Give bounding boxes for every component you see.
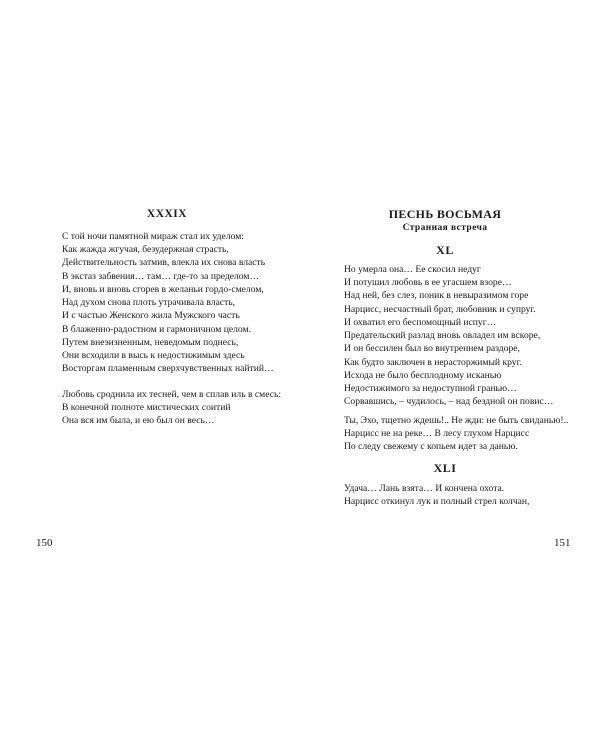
stanza [62,388,281,428]
verse-line: Нарцисс откинул лук и полный стрел колчан, [344,496,530,508]
verse-line: И охватил его беспомощный испуг… [344,317,497,328]
verse-line: Нарцисс не на реке… В лесу глухом Нарцисс [344,428,530,440]
verse-line: И с частью Женского жила Мужского часть [62,310,240,322]
verse-line: Удача… Лань взята… И кончена охота. [344,483,505,494]
song-title: ПЕСНЬ ВОСЬМАЯ [388,207,502,221]
stanza [62,230,265,283]
verse-line: В экстаз забвения… там… где-то за пределом… [62,270,260,282]
verse-line: Недостижимого за недоступной гранью… [344,383,517,395]
stanza [344,414,568,454]
verse-line: Нарцисс, несчастный брат, любовник и супруг. [344,303,536,315]
verse-line: Как жажда жгучая, безудержная страсть, [62,244,229,256]
verse-line: Они всходили в высь к недостижимым здесь [62,350,245,362]
verse-line: С той ночи памятной мираж стал их уделом: [62,231,244,242]
verse-line: Над духом снова плоть утрачивала власть, [62,297,236,309]
stanza [344,316,540,369]
verse-line: Путем внеэизненным, неведомым поднесь, [62,337,239,348]
verse-line: И, вновь и вновь сгорев в желаньи гордо-смелом, [62,284,264,295]
verse-line: Сорвавшись, – чудилось, – над бездной он повис… [344,396,554,408]
song-subtitle: Странная встреча [402,223,488,233]
right-page [300,0,600,750]
verse-line: Ты, Эхо, тщетно ждешь!.. Не жди: не быть свиданью!.. [344,415,569,426]
verse-line: Но умерла она… Ее скосил недуг [344,264,481,275]
stanza [344,482,529,508]
stanza [344,263,536,316]
stanza [62,336,274,376]
verse-line: Как будто заключен в нерасторжимый круг. [344,356,522,368]
verse-line: В блаженно-радостном и гармоничном целом. [62,323,251,335]
verse-line: И потушил любовь в ее угасшем взоре… [344,277,512,289]
stanza [344,369,553,409]
verse-line: По следу свежему с копьем идет за данью. [344,441,518,453]
verse-line: Над ней, без слез, поник в невыразимом горе [344,290,529,302]
sonnet-heading-xl: XL [436,243,454,257]
sonnet-heading-xli: XLI [433,461,457,475]
verse-line: Любовь сроднила их тесней, чем в сплав иль в смесь: [62,389,282,400]
verse-line: Действительность затмив, влекла их снова власть [62,257,266,269]
verse-line: Предательский разлад вновь овладел им вскоре, [344,330,541,342]
verse-line: Она вся им была, и ею был он весь… [62,415,215,427]
verse-line: В конечной полноте мистических соитий [62,402,231,414]
page-number-right: 151 [554,537,571,549]
verse-line: Исхода не было бесплодному исканью [344,370,502,381]
verse-line: И он бессилен был во внутреннем раздоре, [344,343,520,355]
page-number-left: 150 [36,537,53,549]
verse-line: Восторгам пламенным сверхчувственных найтий… [62,363,274,375]
stanza [62,283,264,336]
sonnet-heading-xxxix: XXXIX [146,208,188,220]
